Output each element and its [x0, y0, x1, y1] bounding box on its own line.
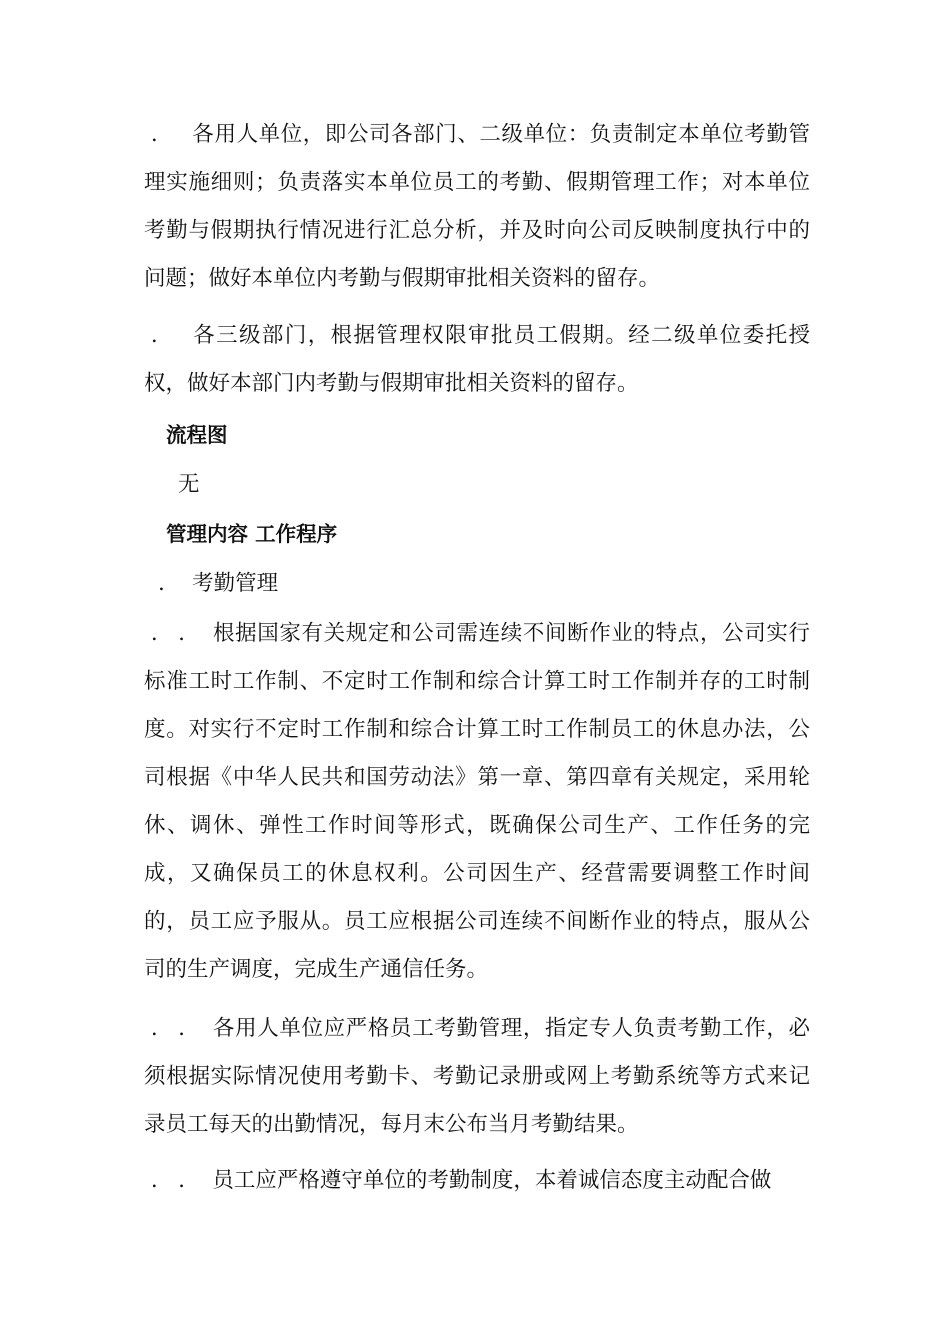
list-marker: . . [144, 1016, 213, 1041]
heading-management-content: 管理内容 工作程序 [166, 522, 338, 546]
paragraph-text: 各三级部门，根据管理权限审批员工假期。经二级单位委托授权，做好本部门内考勤与假期审批相关资料的留存。 [144, 323, 810, 396]
list-marker: . . [144, 1168, 213, 1193]
paragraph-text: 各用人单位应严格员工考勤管理，指定专人负责考勤工作，必须根据实际情况使用考勤卡、考勤记录册或网上考勤系统等方式来记录员工每天的出勤情况，每月末公布当月考勤结果。 [144, 1016, 810, 1137]
paragraph-attendance-recording [144, 1005, 810, 1149]
list-marker: . [144, 323, 192, 348]
paragraph-text: 各用人单位，即公司各部门、二级单位：负责制定本单位考勤管理实施细则；负责落实本单位员工的考勤、假期管理工作；对本单位考勤与假期执行情况进行汇总分析，并及时向公司反映制度执行中的问题；做好本单位内考勤与假期审批相关资料的留存。 [144, 122, 810, 291]
paragraph-third-level-dept [144, 312, 810, 408]
list-marker: . . [144, 621, 213, 646]
list-marker: . [158, 571, 193, 596]
flowchart-value: 无 [178, 472, 200, 497]
paragraph-working-hours [144, 610, 810, 994]
section-attendance-title [158, 569, 278, 599]
paragraph-employee-compliance [144, 1157, 810, 1205]
list-marker: . [144, 122, 192, 147]
paragraph-text: 员工应严格遵守单位的考勤制度，本着诚信态度主动配合做 [212, 1168, 772, 1193]
paragraph-text: 根据国家有关规定和公司需连续不间断作业的特点，公司实行标准工时工作制、不定时工作制和综合计算工时工作制并存的工时制度。对实行不定时工作制和综合计算工时工作制员工的休息办法，公司根据《中华人民共和国劳动法》第一章、第四章有关规定，采用轮休、调休、弹性工作时间等形式，既确保公司生产、工作任务的完成，又确保员工的休息权利。公司因生产、经营需要调整工作时间的，员工应予服从。员工应根据公司连续不间断作业的特点，服从公司的生产调度，完成生产通信任务。 [144, 621, 810, 982]
heading-flowchart: 流程图 [166, 423, 228, 447]
section-title-text: 考勤管理 [192, 571, 279, 596]
paragraph-unit-responsibility [144, 111, 810, 303]
